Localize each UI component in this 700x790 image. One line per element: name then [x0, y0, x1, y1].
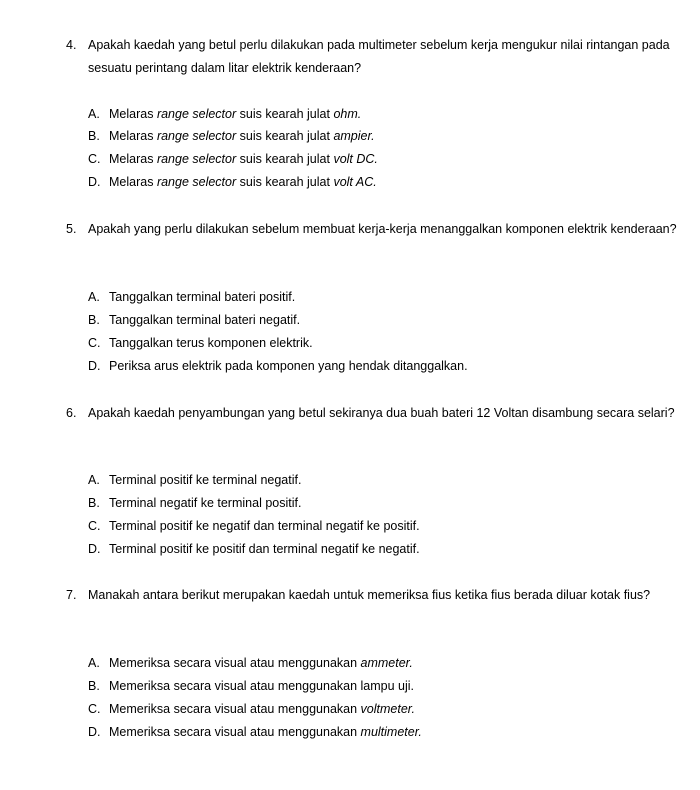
option-6b[interactable]: [88, 494, 668, 512]
option-term: range selector: [156, 175, 237, 189]
option-term: range selector: [156, 129, 237, 143]
option-text: Memeriksa secara visual atau menggunakan lampu uji.: [109, 679, 415, 693]
option-letter: C.: [88, 702, 101, 716]
option-text: Terminal positif ke terminal negatif.: [109, 473, 302, 487]
option-text: Melaras: [109, 175, 157, 189]
option-4d[interactable]: [88, 173, 668, 191]
option-4b[interactable]: [88, 127, 668, 145]
option-term: volt DC.: [333, 152, 378, 166]
option-term: range selector: [156, 107, 237, 121]
option-term: multimeter.: [360, 725, 422, 739]
option-text: suis kearah julat: [236, 129, 334, 143]
option-text: Memeriksa secara visual atau menggunakan: [109, 702, 361, 716]
option-4c[interactable]: [88, 150, 668, 168]
option-letter: C.: [88, 336, 101, 350]
option-text: Periksa arus elektrik pada komponen yang hendak ditanggalkan.: [109, 359, 468, 373]
question-number: 5.: [66, 222, 77, 236]
option-text: suis kearah julat: [236, 175, 334, 189]
option-letter: D.: [88, 725, 101, 739]
option-4a[interactable]: [88, 105, 668, 123]
option-letter: B.: [88, 496, 100, 510]
option-term: ohm.: [333, 107, 362, 121]
option-term: range selector: [156, 152, 237, 166]
option-letter: B.: [88, 129, 100, 143]
option-letter: B.: [88, 313, 100, 327]
option-text: Memeriksa secara visual atau menggunakan: [109, 656, 361, 670]
option-term: volt AC.: [333, 175, 377, 189]
option-letter: A.: [88, 290, 100, 304]
option-text: Terminal positif ke positif dan terminal negatif ke negatif.: [109, 542, 420, 556]
option-text: Melaras: [109, 129, 157, 143]
option-6c[interactable]: [88, 517, 668, 535]
option-letter: D.: [88, 542, 101, 556]
option-text: Melaras: [109, 107, 157, 121]
option-text: suis kearah julat: [236, 107, 334, 121]
option-letter: D.: [88, 175, 101, 189]
option-text: Tanggalkan terminal bateri negatif.: [109, 313, 301, 327]
option-letter: B.: [88, 679, 100, 693]
option-letter: A.: [88, 107, 100, 121]
option-text: Melaras: [109, 152, 157, 166]
option-text: Memeriksa secara visual atau menggunakan: [109, 725, 361, 739]
question-text: Apakah yang perlu dilakukan sebelum membuat kerja-kerja menanggalkan komponen elektrik kenderaan?: [88, 222, 677, 236]
option-letter: C.: [88, 519, 101, 533]
option-6d[interactable]: [88, 540, 668, 558]
option-term: ammeter.: [360, 656, 413, 670]
question-number: 4.: [66, 38, 77, 52]
option-5c[interactable]: [88, 334, 668, 352]
question-number: 7.: [66, 588, 77, 602]
option-letter: A.: [88, 656, 100, 670]
option-7d[interactable]: [88, 723, 668, 741]
option-7c[interactable]: [88, 700, 668, 718]
option-text: Terminal positif ke negatif dan terminal negatif ke positif.: [109, 519, 420, 533]
option-6a[interactable]: [88, 471, 668, 489]
option-text: Tanggalkan terus komponen elektrik.: [109, 336, 313, 350]
option-7b[interactable]: [88, 677, 668, 695]
option-text: suis kearah julat: [236, 152, 334, 166]
option-letter: C.: [88, 152, 101, 166]
option-5b[interactable]: [88, 311, 668, 329]
option-term: voltmeter.: [360, 702, 415, 716]
question-text: Manakah antara berikut merupakan kaedah untuk memeriksa fius ketika fius berada diluar kotak fius?: [88, 588, 651, 602]
question-text: Apakah kaedah penyambungan yang betul sekiranya dua buah bateri 12 Voltan disambung secara selari?: [88, 406, 675, 420]
option-letter: A.: [88, 473, 100, 487]
question-text: Apakah kaedah yang betul perlu dilakukan pada multimeter sebelum kerja mengukur nilai rintangan pada sesuatu perintang dalam litar elektrik kenderaan?: [88, 38, 670, 75]
option-letter: D.: [88, 359, 101, 373]
question-number: 6.: [66, 406, 77, 420]
option-7a[interactable]: [88, 654, 668, 672]
option-5a[interactable]: [88, 288, 668, 306]
option-term: ampier.: [333, 129, 375, 143]
option-text: Terminal negatif ke terminal positif.: [109, 496, 302, 510]
option-text: Tanggalkan terminal bateri positif.: [109, 290, 296, 304]
option-5d[interactable]: [88, 357, 668, 375]
